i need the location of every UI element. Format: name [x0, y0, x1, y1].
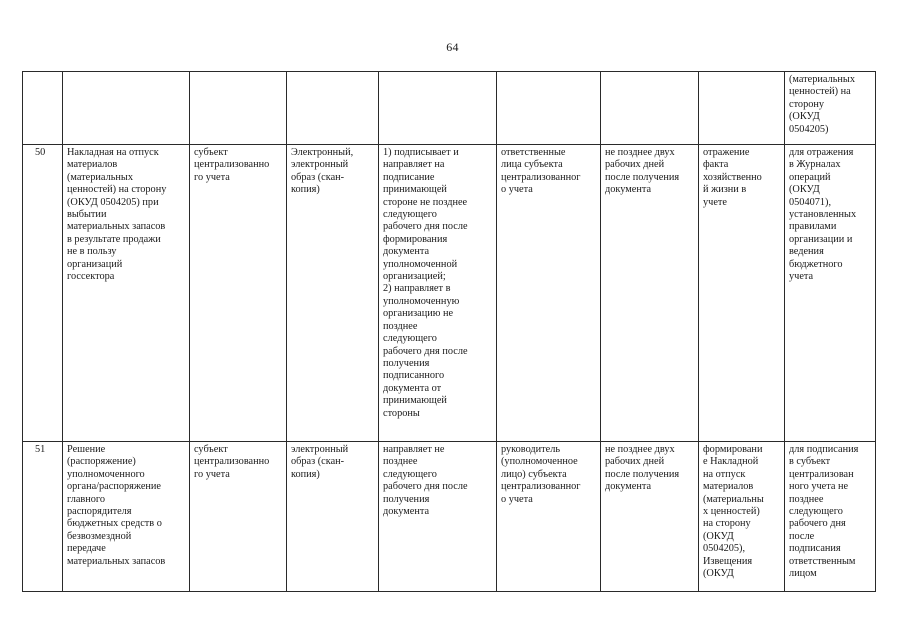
responsible-cell: ответственные лица субъекта централизованног о учета: [497, 145, 601, 442]
responsible-cell: [497, 72, 601, 145]
purpose-cell: [785, 442, 876, 592]
term-cell: не позднее двух рабочих дней после получения документа: [601, 442, 699, 592]
procedure-cell: [379, 72, 497, 145]
procedure-cell: направляет не позднее следующего рабочего дня после получения документа: [379, 442, 497, 592]
purpose-cell: (материальных ценностей) на сторону (ОКУД 0504205): [785, 72, 876, 145]
document-name-cell: [63, 72, 190, 145]
result-cell: [699, 442, 785, 592]
format-cell: электронный образ (скан- копия): [287, 442, 379, 592]
row-number-cell: [23, 72, 63, 145]
table-row: [23, 145, 876, 442]
result-cell: отражение факта хозяйственно й жизни в учете: [699, 145, 785, 442]
page-number: 64: [446, 40, 459, 54]
responsible-cell: руководитель (уполномоченное лицо) субъекта централизованног о учета: [497, 442, 601, 592]
term-cell: [601, 72, 699, 145]
creator-cell: [190, 72, 287, 145]
format-cell: Электронный, электронный образ (скан- копия): [287, 145, 379, 442]
creator-cell: субъект централизованно го учета: [190, 442, 287, 592]
row-number-cell: 51: [23, 442, 63, 592]
cell-clip: Решение (распоряжение) уполномоченного органа/распоряжение главного распорядителя бюджетных средств о безвозмездной передаче материальных запасов: [67, 444, 166, 567]
document-flow-table: [22, 71, 876, 592]
creator-cell: субъект централизованно го учета: [190, 145, 287, 442]
term-cell: не позднее двух рабочих дней после получения документа: [601, 145, 699, 442]
document-name-cell: Накладная на отпуск материалов (материальных ценностей) на сторону (ОКУД 0504205) при выбытии материальных запасов в результате продажи не в пользу организаций госсектора: [63, 145, 190, 442]
row-number-cell: 50: [23, 145, 63, 442]
document-name-cell: [63, 442, 190, 592]
procedure-cell: 1) подписывает и направляет на подписание принимающей стороне не позднее следующего рабочего дня после формирования документа уполномоченной организацией; 2) направляет в уполномоченную организацию не позднее следующего рабочего дня после получения подписанного документа от принимающей стороны: [379, 145, 497, 442]
cell-clip: формировани е Накладной на отпуск материалов (материальны х ценностей) на сторону (ОКУД 0504205), Извещения (ОКУД: [703, 444, 764, 580]
purpose-cell: для отражения в Журналах операций (ОКУД 0504071), установленных правилами организации и ведения бюджетного учета: [785, 145, 876, 442]
result-cell: [699, 72, 785, 145]
cell-clip: для подписания в субъект централизован ного учета не позднее следующего рабочего дня после подписания ответственным лицом: [789, 444, 859, 580]
table-row: [23, 72, 876, 145]
table-row: [23, 442, 876, 592]
format-cell: [287, 72, 379, 145]
